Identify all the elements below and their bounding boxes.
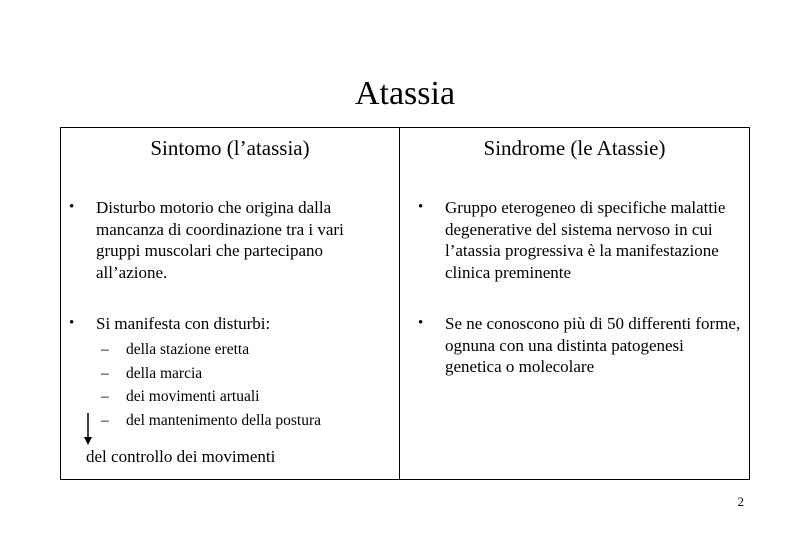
list-item-text: della stazione eretta [126, 341, 250, 358]
bullet-marker: • [69, 199, 75, 215]
dash-marker: – [101, 411, 109, 429]
bullet-marker: • [418, 315, 424, 331]
list-item [101, 362, 321, 386]
page-number: 2 [737, 494, 744, 509]
list-item-text: della marcia [126, 364, 203, 382]
symptom-bullet-1 [69, 197, 389, 283]
disturbance-list [101, 338, 321, 432]
symptom-panel [60, 127, 400, 480]
bullet-text: Gruppo eterogeneo di specifiche malattie degenerative del sistema nervoso in cui l’atassia progressiva è la manifestazione clinica preminente [445, 198, 726, 282]
list-item [101, 338, 321, 362]
slide-title: Atassia [354, 75, 456, 112]
bullet-text: Si manifesta con disturbi: [96, 314, 271, 333]
syndrome-panel [400, 127, 750, 480]
bullet-marker: • [69, 315, 75, 331]
list-item [101, 409, 321, 433]
syndrome-bullet-1 [418, 197, 743, 283]
list-item-text: del mantenimento della postura [126, 411, 321, 429]
list-item [101, 385, 321, 409]
symptom-bullet-2 [69, 313, 389, 335]
list-item-text: dei movimenti artuali [126, 388, 260, 405]
dash-marker: – [101, 364, 109, 382]
arrow-down-icon [83, 413, 93, 445]
syndrome-bullet-2 [418, 313, 743, 378]
bullet-text: Se ne conoscono più di 50 differenti forme, ognuna con una distinta patogenesi genetica o molecolare [445, 314, 741, 376]
bullet-text: Disturbo motorio che origina dalla mancanza di coordinazione tra i vari gruppi muscolari che partecipano all’azione. [96, 198, 344, 282]
symptom-heading: Sintomo (l’atassia) [150, 136, 310, 160]
bullet-marker: • [418, 199, 424, 215]
dash-marker: – [101, 341, 109, 358]
syndrome-heading: Sindrome (le Atassie) [483, 136, 666, 160]
dash-marker: – [101, 388, 109, 405]
conclusion-text: del controllo dei movimenti [86, 447, 276, 466]
